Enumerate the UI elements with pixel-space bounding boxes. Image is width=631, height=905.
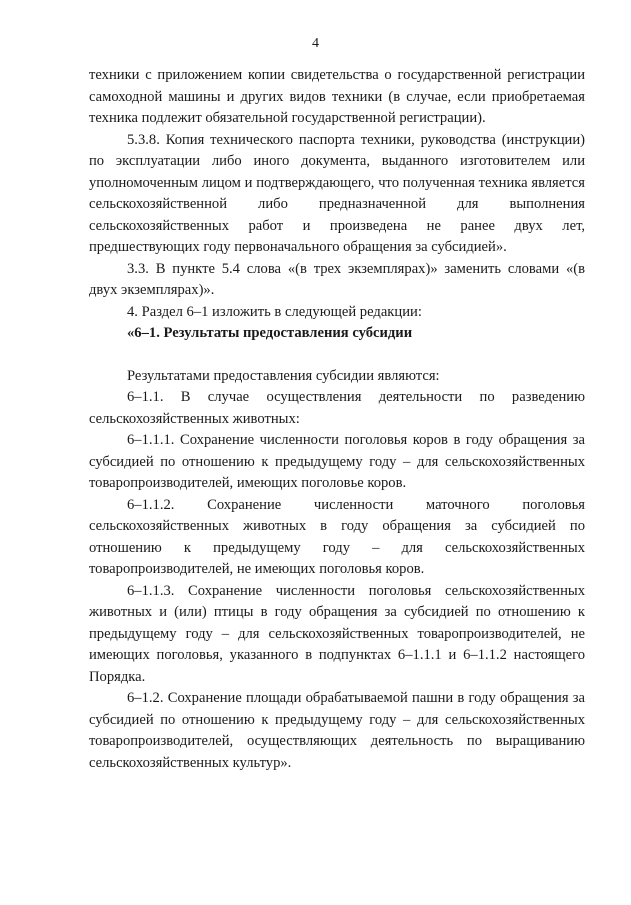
paragraph-6-1-1-1: 6–1.1.1. Сохранение численности поголовья коров в году обращения за субсидией по отношению к предыдущему году – для сельскохозяйственных товаропроизводителей, имеющих поголовье коров. <box>89 432 585 491</box>
document-body <box>89 65 585 774</box>
heading-spacer <box>89 345 585 366</box>
paragraph-5-3-8: 5.3.8. Копия технического паспорта техники, руководства (инструкции) по эксплуатации либо иного документа, выданного изготовителем или уполномоченным лицом и подтверждающего, что полученная техника является сельскохозяйственной либо предназначенной для выполнения сельскохозяйственных работ и произведена не ранее двух лет, предшествующих году первоначального обращения за субсидией». <box>89 131 585 255</box>
paragraph-6-1-1-2: 6–1.1.2. Сохранение численности маточного поголовья сельскохозяйственных животных в году обращения за субсидией по отношению к предыдущему году – для сельскохозяйственных товаропроизводителей, не имеющих поголовья коров. <box>89 496 585 577</box>
paragraph-results-intro: Результатами предоставления субсидии являются: <box>127 367 440 384</box>
paragraph-3-3: 3.3. В пункте 5.4 слова «(в трех экземплярах)» заменить словами «(в двух экземплярах)». <box>89 260 585 298</box>
page-number: 4 <box>312 36 319 51</box>
section-heading: «6–1. Результаты предоставления субсидии <box>127 325 413 341</box>
paragraph-6-1-2: 6–1.2. Сохранение площади обрабатываемой пашни в году обращения за субсидией по отношению к предыдущему году – для сельскохозяйственных товаропроизводителей, осуществляющих деятельность по выращиванию сельскохозяйственных культур». <box>89 690 585 771</box>
paragraph-6-1-1: 6–1.1. В случае осуществления деятельности по разведению сельскохозяйственных животных: <box>89 389 585 427</box>
paragraph-4: 4. Раздел 6–1 изложить в следующей редакции: <box>127 303 422 320</box>
paragraph-continuation: техники с приложением копии свидетельства о государственной регистрации самоходной машины и других видов техники (в случае, если приобретаемая техника подлежит обязательной государственной регистрации). <box>89 67 585 126</box>
paragraph-6-1-1-3: 6–1.1.3. Сохранение численности поголовья сельскохозяйственных животных и (или) птицы в году обращения за субсидией по отношению к предыдущему году – для сельскохозяйственных товаропроизводителей, не имеющих поголовья, указанного в подпунктах 6–1.1.1 и 6–1.1.2 настоящего Порядка. <box>89 582 585 685</box>
